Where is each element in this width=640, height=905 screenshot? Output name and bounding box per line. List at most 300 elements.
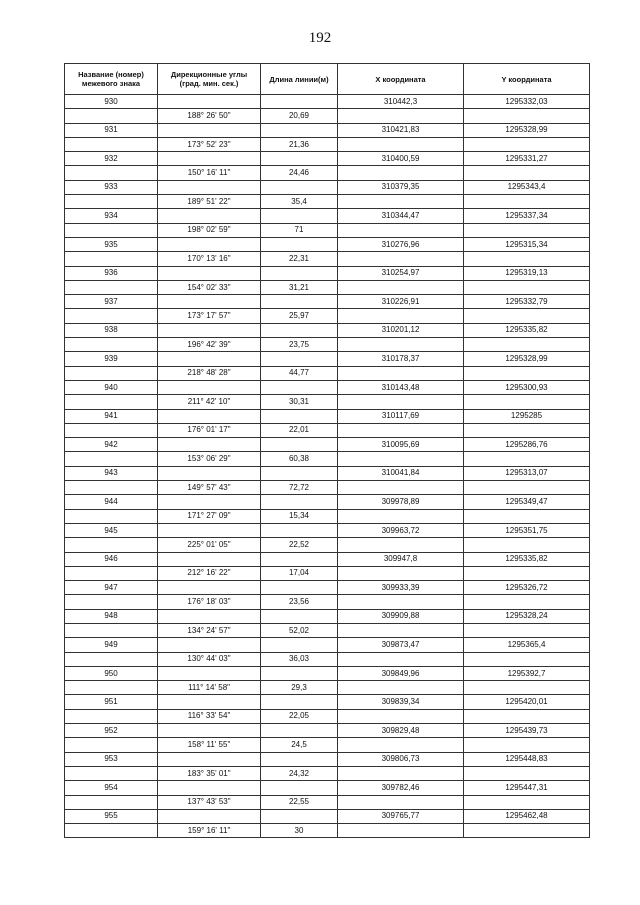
header-y-coordinate: Y координата bbox=[464, 64, 590, 95]
point-name-cell: 945 bbox=[65, 523, 158, 537]
table-row-segment bbox=[65, 195, 590, 209]
empty-cell bbox=[65, 366, 158, 380]
line-length-cell: 30,31 bbox=[261, 395, 338, 409]
point-name-cell: 938 bbox=[65, 323, 158, 337]
empty-cell bbox=[338, 652, 464, 666]
direction-angle-cell: 150° 16' 11" bbox=[158, 166, 261, 180]
y-coordinate-cell: 1295420,01 bbox=[464, 695, 590, 709]
y-coordinate-cell: 1295343,4 bbox=[464, 180, 590, 194]
header-direction-angle: Дирекционные углы (град. мин. сек.) bbox=[158, 64, 261, 95]
empty-cell bbox=[261, 695, 338, 709]
x-coordinate-cell: 310143,48 bbox=[338, 380, 464, 394]
direction-angle-cell: 149° 57' 43" bbox=[158, 481, 261, 495]
y-coordinate-cell: 1295365,4 bbox=[464, 638, 590, 652]
empty-cell bbox=[261, 209, 338, 223]
table-row-segment bbox=[65, 709, 590, 723]
empty-cell bbox=[261, 180, 338, 194]
empty-cell bbox=[261, 438, 338, 452]
table-row-segment bbox=[65, 795, 590, 809]
empty-cell bbox=[158, 638, 261, 652]
table-row-point bbox=[65, 409, 590, 423]
table-row-segment bbox=[65, 137, 590, 151]
empty-cell bbox=[65, 766, 158, 780]
table-row-point bbox=[65, 237, 590, 251]
y-coordinate-cell: 1295331,27 bbox=[464, 152, 590, 166]
empty-cell bbox=[464, 395, 590, 409]
line-length-cell: 24,32 bbox=[261, 766, 338, 780]
x-coordinate-cell: 309963,72 bbox=[338, 523, 464, 537]
line-length-cell: 22,31 bbox=[261, 252, 338, 266]
empty-cell bbox=[464, 766, 590, 780]
point-name-cell: 947 bbox=[65, 581, 158, 595]
empty-cell bbox=[65, 166, 158, 180]
direction-angle-cell: 153° 06' 29" bbox=[158, 452, 261, 466]
empty-cell bbox=[464, 595, 590, 609]
line-length-cell: 44,77 bbox=[261, 366, 338, 380]
table-row-segment bbox=[65, 681, 590, 695]
empty-cell bbox=[158, 609, 261, 623]
empty-cell bbox=[65, 595, 158, 609]
empty-cell bbox=[338, 509, 464, 523]
table-row-segment bbox=[65, 252, 590, 266]
direction-angle-cell: 154° 02' 33" bbox=[158, 280, 261, 294]
empty-cell bbox=[158, 295, 261, 309]
table-row-segment bbox=[65, 423, 590, 437]
line-length-cell: 25,97 bbox=[261, 309, 338, 323]
empty-cell bbox=[261, 609, 338, 623]
y-coordinate-cell: 1295332,79 bbox=[464, 295, 590, 309]
direction-angle-cell: 171° 27' 09" bbox=[158, 509, 261, 523]
point-name-cell: 939 bbox=[65, 352, 158, 366]
point-name-cell: 953 bbox=[65, 752, 158, 766]
direction-angle-cell: 188° 26' 50" bbox=[158, 109, 261, 123]
table-row-segment bbox=[65, 223, 590, 237]
empty-cell bbox=[338, 595, 464, 609]
point-name-cell: 932 bbox=[65, 152, 158, 166]
empty-cell bbox=[464, 481, 590, 495]
y-coordinate-cell: 1295315,34 bbox=[464, 237, 590, 251]
empty-cell bbox=[158, 581, 261, 595]
line-length-cell: 23,75 bbox=[261, 338, 338, 352]
y-coordinate-cell: 1295447,31 bbox=[464, 781, 590, 795]
empty-cell bbox=[65, 195, 158, 209]
line-length-cell: 15,34 bbox=[261, 509, 338, 523]
empty-cell bbox=[338, 566, 464, 580]
point-name-cell: 944 bbox=[65, 495, 158, 509]
x-coordinate-cell: 310344,47 bbox=[338, 209, 464, 223]
empty-cell bbox=[65, 709, 158, 723]
empty-cell bbox=[464, 366, 590, 380]
empty-cell bbox=[464, 452, 590, 466]
empty-cell bbox=[338, 223, 464, 237]
point-name-cell: 950 bbox=[65, 666, 158, 680]
empty-cell bbox=[338, 795, 464, 809]
x-coordinate-cell: 309765,77 bbox=[338, 809, 464, 823]
x-coordinate-cell: 310442,3 bbox=[338, 95, 464, 109]
empty-cell bbox=[158, 523, 261, 537]
empty-cell bbox=[464, 423, 590, 437]
empty-cell bbox=[464, 824, 590, 838]
empty-cell bbox=[464, 652, 590, 666]
empty-cell bbox=[65, 652, 158, 666]
table-row-point bbox=[65, 752, 590, 766]
empty-cell bbox=[261, 666, 338, 680]
empty-cell bbox=[158, 809, 261, 823]
empty-cell bbox=[261, 724, 338, 738]
table-row-point bbox=[65, 380, 590, 394]
empty-cell bbox=[65, 623, 158, 637]
empty-cell bbox=[261, 752, 338, 766]
direction-angle-cell: 111° 14' 58" bbox=[158, 681, 261, 695]
empty-cell bbox=[65, 481, 158, 495]
direction-angle-cell: 176° 01' 17" bbox=[158, 423, 261, 437]
point-name-cell: 935 bbox=[65, 237, 158, 251]
line-length-cell: 29,3 bbox=[261, 681, 338, 695]
empty-cell bbox=[338, 423, 464, 437]
table-row-point bbox=[65, 438, 590, 452]
direction-angle-cell: 116° 33' 54" bbox=[158, 709, 261, 723]
direction-angle-cell: 170° 13' 16" bbox=[158, 252, 261, 266]
header-line-length: Длина линии(м) bbox=[261, 64, 338, 95]
empty-cell bbox=[338, 195, 464, 209]
empty-cell bbox=[158, 781, 261, 795]
empty-cell bbox=[158, 123, 261, 137]
table-row-segment bbox=[65, 738, 590, 752]
empty-cell bbox=[261, 638, 338, 652]
y-coordinate-cell: 1295335,82 bbox=[464, 552, 590, 566]
empty-cell bbox=[338, 766, 464, 780]
empty-cell bbox=[65, 280, 158, 294]
y-coordinate-cell: 1295337,34 bbox=[464, 209, 590, 223]
table-row-point bbox=[65, 266, 590, 280]
empty-cell bbox=[338, 681, 464, 695]
point-name-cell: 948 bbox=[65, 609, 158, 623]
x-coordinate-cell: 310254,97 bbox=[338, 266, 464, 280]
boundary-coordinates-table bbox=[64, 63, 590, 838]
empty-cell bbox=[338, 452, 464, 466]
point-name-cell: 931 bbox=[65, 123, 158, 137]
line-length-cell: 17,04 bbox=[261, 566, 338, 580]
empty-cell bbox=[65, 452, 158, 466]
empty-cell bbox=[464, 195, 590, 209]
direction-angle-cell: 225° 01' 05" bbox=[158, 538, 261, 552]
empty-cell bbox=[464, 538, 590, 552]
empty-cell bbox=[158, 380, 261, 394]
empty-cell bbox=[261, 295, 338, 309]
line-length-cell: 72,72 bbox=[261, 481, 338, 495]
table-row-point bbox=[65, 180, 590, 194]
empty-cell bbox=[261, 781, 338, 795]
table-row-point bbox=[65, 638, 590, 652]
y-coordinate-cell: 1295351,75 bbox=[464, 523, 590, 537]
empty-cell bbox=[65, 538, 158, 552]
header-point-name: Название (номер) межевого знака bbox=[65, 64, 158, 95]
direction-angle-cell: 212° 16' 22" bbox=[158, 566, 261, 580]
x-coordinate-cell: 309873,47 bbox=[338, 638, 464, 652]
y-coordinate-cell: 1295328,24 bbox=[464, 609, 590, 623]
line-length-cell: 21,36 bbox=[261, 137, 338, 151]
empty-cell bbox=[338, 338, 464, 352]
empty-cell bbox=[261, 809, 338, 823]
point-name-cell: 942 bbox=[65, 438, 158, 452]
line-length-cell: 22,55 bbox=[261, 795, 338, 809]
table-row-point bbox=[65, 209, 590, 223]
empty-cell bbox=[65, 395, 158, 409]
x-coordinate-cell: 309933,39 bbox=[338, 581, 464, 595]
line-length-cell: 22,01 bbox=[261, 423, 338, 437]
empty-cell bbox=[158, 209, 261, 223]
empty-cell bbox=[261, 352, 338, 366]
direction-angle-cell: 211° 42' 10" bbox=[158, 395, 261, 409]
empty-cell bbox=[261, 152, 338, 166]
y-coordinate-cell: 1295448,83 bbox=[464, 752, 590, 766]
table-row-segment bbox=[65, 481, 590, 495]
direction-angle-cell: 218° 48' 28" bbox=[158, 366, 261, 380]
empty-cell bbox=[158, 724, 261, 738]
empty-cell bbox=[338, 280, 464, 294]
direction-angle-cell: 198° 02' 59" bbox=[158, 223, 261, 237]
x-coordinate-cell: 309947,8 bbox=[338, 552, 464, 566]
empty-cell bbox=[464, 109, 590, 123]
table-body bbox=[65, 95, 590, 838]
table-row-point bbox=[65, 581, 590, 595]
table-row-segment bbox=[65, 623, 590, 637]
header-x-coordinate: X координата bbox=[338, 64, 464, 95]
x-coordinate-cell: 310178,37 bbox=[338, 352, 464, 366]
direction-angle-cell: 130° 44' 03" bbox=[158, 652, 261, 666]
table-row-segment bbox=[65, 395, 590, 409]
table-row-point bbox=[65, 781, 590, 795]
line-length-cell: 71 bbox=[261, 223, 338, 237]
table-row-segment bbox=[65, 366, 590, 380]
line-length-cell: 20,69 bbox=[261, 109, 338, 123]
x-coordinate-cell: 310095,69 bbox=[338, 438, 464, 452]
y-coordinate-cell: 1295328,99 bbox=[464, 123, 590, 137]
empty-cell bbox=[338, 738, 464, 752]
table-row-segment bbox=[65, 309, 590, 323]
x-coordinate-cell: 310117,69 bbox=[338, 409, 464, 423]
empty-cell bbox=[158, 237, 261, 251]
table-row-segment bbox=[65, 280, 590, 294]
empty-cell bbox=[65, 223, 158, 237]
line-length-cell: 60,38 bbox=[261, 452, 338, 466]
y-coordinate-cell: 1295300,93 bbox=[464, 380, 590, 394]
empty-cell bbox=[261, 409, 338, 423]
empty-cell bbox=[158, 95, 261, 109]
point-name-cell: 955 bbox=[65, 809, 158, 823]
empty-cell bbox=[261, 323, 338, 337]
x-coordinate-cell: 309839,34 bbox=[338, 695, 464, 709]
empty-cell bbox=[261, 237, 338, 251]
direction-angle-cell: 196° 42' 39" bbox=[158, 338, 261, 352]
point-name-cell: 954 bbox=[65, 781, 158, 795]
table-row-segment bbox=[65, 509, 590, 523]
empty-cell bbox=[464, 795, 590, 809]
empty-cell bbox=[65, 109, 158, 123]
empty-cell bbox=[338, 395, 464, 409]
empty-cell bbox=[261, 495, 338, 509]
y-coordinate-cell: 1295326,72 bbox=[464, 581, 590, 595]
table-row-segment bbox=[65, 566, 590, 580]
empty-cell bbox=[261, 466, 338, 480]
empty-cell bbox=[158, 752, 261, 766]
table-row-point bbox=[65, 695, 590, 709]
x-coordinate-cell: 309849,96 bbox=[338, 666, 464, 680]
table-row-segment bbox=[65, 595, 590, 609]
empty-cell bbox=[464, 709, 590, 723]
empty-cell bbox=[158, 266, 261, 280]
line-length-cell: 23,56 bbox=[261, 595, 338, 609]
line-length-cell: 35,4 bbox=[261, 195, 338, 209]
point-name-cell: 936 bbox=[65, 266, 158, 280]
y-coordinate-cell: 1295392,7 bbox=[464, 666, 590, 680]
empty-cell bbox=[65, 566, 158, 580]
direction-angle-cell: 137° 43' 53" bbox=[158, 795, 261, 809]
empty-cell bbox=[464, 681, 590, 695]
empty-cell bbox=[338, 252, 464, 266]
table-row-segment bbox=[65, 452, 590, 466]
x-coordinate-cell: 309806,73 bbox=[338, 752, 464, 766]
direction-angle-cell: 173° 17' 57" bbox=[158, 309, 261, 323]
table-row-segment bbox=[65, 338, 590, 352]
empty-cell bbox=[464, 309, 590, 323]
direction-angle-cell: 134° 24' 57" bbox=[158, 623, 261, 637]
x-coordinate-cell: 310276,96 bbox=[338, 237, 464, 251]
y-coordinate-cell: 1295285 bbox=[464, 409, 590, 423]
line-length-cell: 22,05 bbox=[261, 709, 338, 723]
empty-cell bbox=[464, 223, 590, 237]
x-coordinate-cell: 310226,91 bbox=[338, 295, 464, 309]
empty-cell bbox=[338, 481, 464, 495]
x-coordinate-cell: 309782,46 bbox=[338, 781, 464, 795]
table-row-segment bbox=[65, 824, 590, 838]
empty-cell bbox=[338, 824, 464, 838]
y-coordinate-cell: 1295349,47 bbox=[464, 495, 590, 509]
line-length-cell: 24,46 bbox=[261, 166, 338, 180]
empty-cell bbox=[158, 438, 261, 452]
y-coordinate-cell: 1295286,76 bbox=[464, 438, 590, 452]
line-length-cell: 36,03 bbox=[261, 652, 338, 666]
y-coordinate-cell: 1295335,82 bbox=[464, 323, 590, 337]
line-length-cell: 52,02 bbox=[261, 623, 338, 637]
empty-cell bbox=[464, 280, 590, 294]
x-coordinate-cell: 310201,12 bbox=[338, 323, 464, 337]
empty-cell bbox=[158, 180, 261, 194]
empty-cell bbox=[338, 623, 464, 637]
table-row-point bbox=[65, 466, 590, 480]
empty-cell bbox=[338, 309, 464, 323]
empty-cell bbox=[65, 423, 158, 437]
point-name-cell: 943 bbox=[65, 466, 158, 480]
x-coordinate-cell: 310379,35 bbox=[338, 180, 464, 194]
x-coordinate-cell: 309978,89 bbox=[338, 495, 464, 509]
table-row-point bbox=[65, 523, 590, 537]
empty-cell bbox=[464, 137, 590, 151]
empty-cell bbox=[65, 252, 158, 266]
table-row-point bbox=[65, 152, 590, 166]
empty-cell bbox=[261, 123, 338, 137]
x-coordinate-cell: 310400,59 bbox=[338, 152, 464, 166]
y-coordinate-cell: 1295313,07 bbox=[464, 466, 590, 480]
x-coordinate-cell: 309909,88 bbox=[338, 609, 464, 623]
empty-cell bbox=[65, 738, 158, 752]
empty-cell bbox=[261, 581, 338, 595]
line-length-cell: 30 bbox=[261, 824, 338, 838]
empty-cell bbox=[158, 695, 261, 709]
empty-cell bbox=[464, 166, 590, 180]
empty-cell bbox=[158, 495, 261, 509]
table-row-segment bbox=[65, 109, 590, 123]
table-row-point bbox=[65, 123, 590, 137]
x-coordinate-cell: 309829,48 bbox=[338, 724, 464, 738]
page-number: 192 bbox=[308, 30, 332, 46]
table-row-point bbox=[65, 295, 590, 309]
empty-cell bbox=[65, 338, 158, 352]
line-length-cell: 22,52 bbox=[261, 538, 338, 552]
empty-cell bbox=[65, 509, 158, 523]
empty-cell bbox=[261, 523, 338, 537]
empty-cell bbox=[464, 509, 590, 523]
point-name-cell: 941 bbox=[65, 409, 158, 423]
empty-cell bbox=[338, 538, 464, 552]
empty-cell bbox=[158, 409, 261, 423]
table-row-segment bbox=[65, 166, 590, 180]
line-length-cell: 24,5 bbox=[261, 738, 338, 752]
empty-cell bbox=[464, 566, 590, 580]
table-row-point bbox=[65, 495, 590, 509]
empty-cell bbox=[65, 137, 158, 151]
table-row-point bbox=[65, 352, 590, 366]
y-coordinate-cell: 1295439,73 bbox=[464, 724, 590, 738]
table-row-point bbox=[65, 609, 590, 623]
table-row-point bbox=[65, 323, 590, 337]
x-coordinate-cell: 310421,83 bbox=[338, 123, 464, 137]
table-header-row bbox=[65, 64, 590, 95]
point-name-cell: 940 bbox=[65, 380, 158, 394]
empty-cell bbox=[65, 795, 158, 809]
table-row-point bbox=[65, 95, 590, 109]
y-coordinate-cell: 1295462,48 bbox=[464, 809, 590, 823]
empty-cell bbox=[338, 137, 464, 151]
direction-angle-cell: 189° 51' 22" bbox=[158, 195, 261, 209]
empty-cell bbox=[464, 338, 590, 352]
empty-cell bbox=[158, 152, 261, 166]
empty-cell bbox=[338, 709, 464, 723]
point-name-cell: 934 bbox=[65, 209, 158, 223]
empty-cell bbox=[158, 352, 261, 366]
point-name-cell: 933 bbox=[65, 180, 158, 194]
empty-cell bbox=[65, 681, 158, 695]
empty-cell bbox=[464, 738, 590, 752]
y-coordinate-cell: 1295319,13 bbox=[464, 266, 590, 280]
empty-cell bbox=[65, 824, 158, 838]
table-row-point bbox=[65, 724, 590, 738]
table-row-segment bbox=[65, 538, 590, 552]
point-name-cell: 930 bbox=[65, 95, 158, 109]
table-row-segment bbox=[65, 652, 590, 666]
empty-cell bbox=[158, 323, 261, 337]
table-row-point bbox=[65, 552, 590, 566]
empty-cell bbox=[65, 309, 158, 323]
direction-angle-cell: 183° 35' 01" bbox=[158, 766, 261, 780]
empty-cell bbox=[158, 552, 261, 566]
empty-cell bbox=[261, 552, 338, 566]
empty-cell bbox=[338, 366, 464, 380]
empty-cell bbox=[338, 109, 464, 123]
empty-cell bbox=[261, 380, 338, 394]
empty-cell bbox=[261, 266, 338, 280]
direction-angle-cell: 158° 11' 55" bbox=[158, 738, 261, 752]
